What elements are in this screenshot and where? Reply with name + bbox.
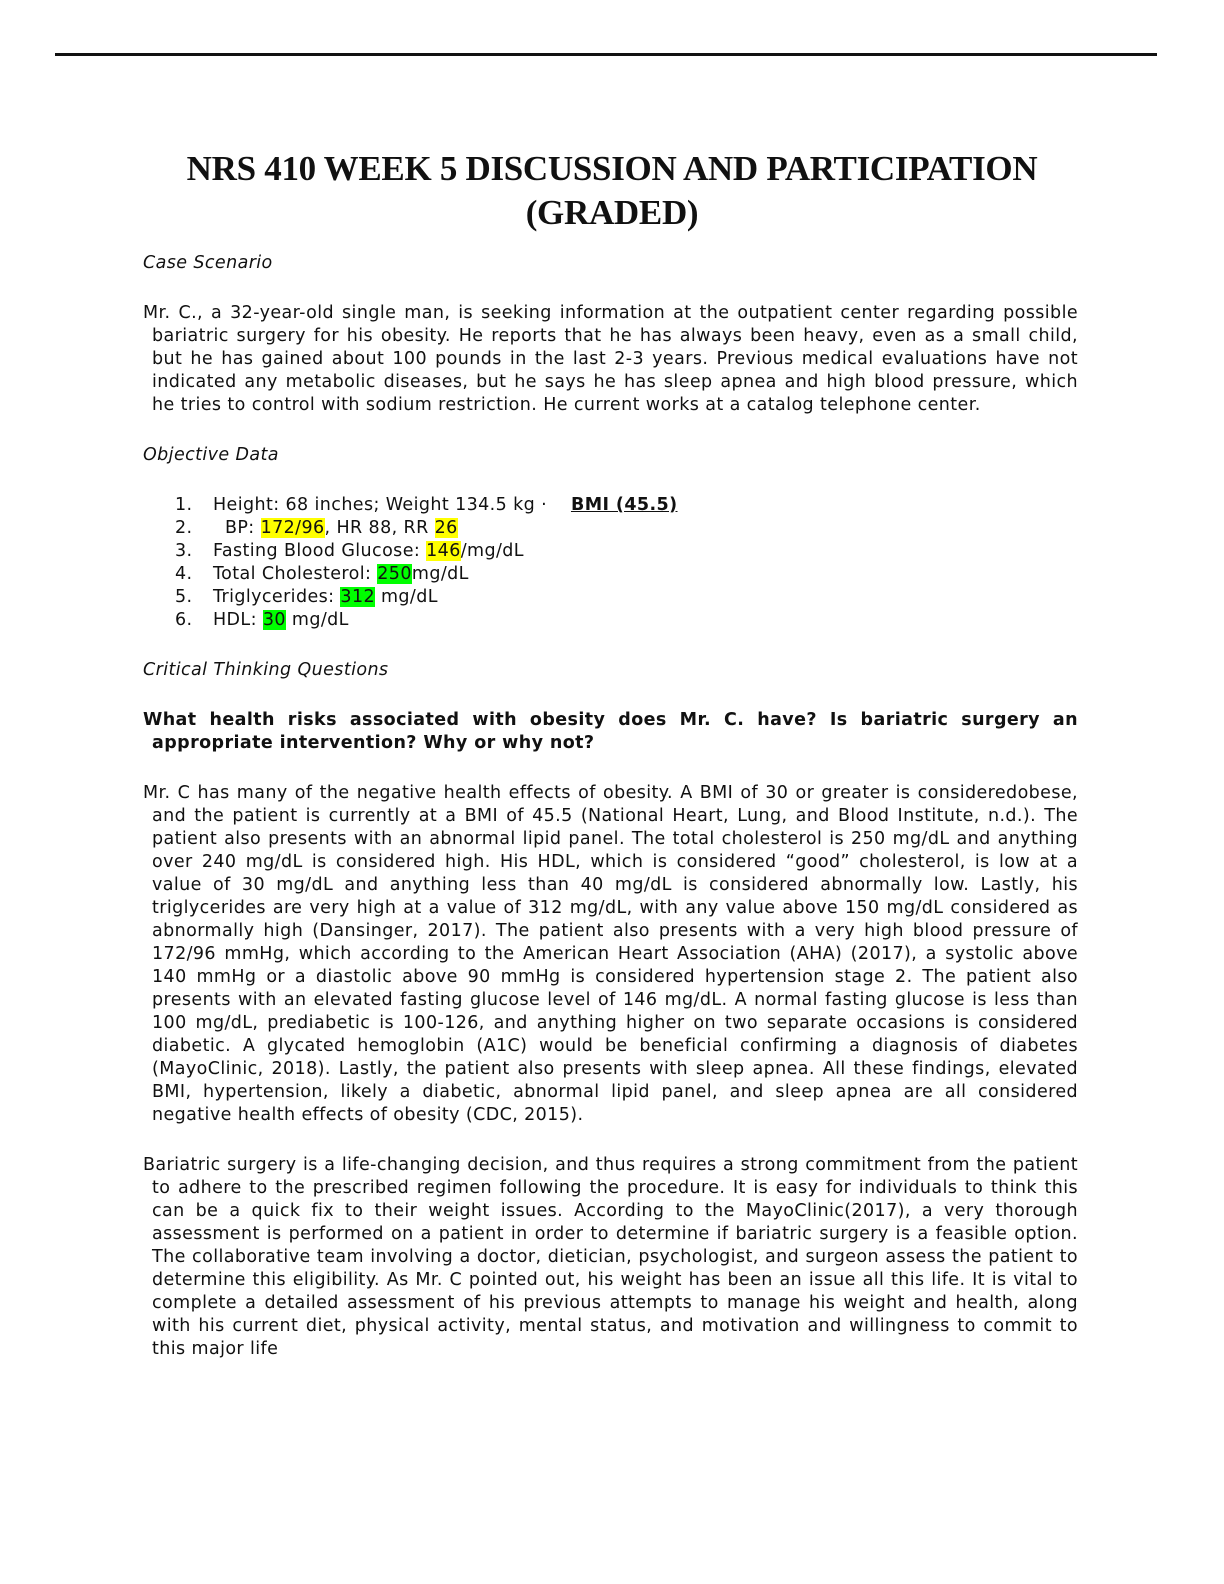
- list-item: 2. BP: 172/96, HR 88, RR 26: [175, 518, 458, 538]
- objective-data-label: Objective Data: [143, 445, 279, 465]
- answer-paragraph-1: Mr. C has many of the negative health effects of obesity. A BMI of 30 or greater is consideredobese, and the patient is currently at a BMI of 45.5 (National Heart, Lung, and Blood Institute, n.d.). The patient also presents with an abnormal lipid panel. The total cholesterol is 250 mg/dL and anything over 240 mg/dL is considered high. His HDL, which is considered “good” cholesterol, is low at a value of 30 mg/dL and anything less than 40 mg/dL is considered abnormally low. Lastly, his triglycerides are very high at a value of 312 mg/dL, with any value above 150 mg/dL considered as abnormally high (Dansinger, 2017). The patient also presents with a very high blood pressure of 172/96 mmHg, which according to the American Heart Association (AHA) (2017), a systolic above 140 mmHg or a diastolic above 90 mmHg is considered hypertension stage 2. The patient also presents with an elevated fasting glucose level of 146 mg/dL. A normal fasting glucose is less than 100 mg/dL, prediabetic is 100-126, and anything higher on two separate occasions is considered diabetic. A glycated hemoglobin (A1C) would be beneficial confirming a diagnosis of diabetes (MayoClinic, 2018). Lastly, the patient also presents with sleep apnea. All these findings, elevated BMI, hypertension, likely a diabetic, abnormal lipid panel, and sleep apnea are all considered negative health effects of obesity (CDC, 2015).: [143, 783, 1078, 1125]
- hdl-value: 30: [262, 610, 286, 630]
- answer-paragraph-2: Bariatric surgery is a life-changing decision, and thus requires a strong commitment from the patient to adhere to the prescribed regimen following the procedure. It is easy for individuals to think this can be a quick fix to their weight issues. According to the MayoClinic(2017), a very thorough assessment is performed on a patient in order to determine if bariatric surgery is a feasible option. The collaborative team involving a doctor, dietician, psychologist, and surgeon assess the patient to determine this eligibility. As Mr. C pointed out, his weight has been an issue all this life. It is vital to complete a detailed assessment of his previous attempts to manage his weight and health, along with his current diet, physical activity, mental status, and motivation and willingness to commit to this major life: [143, 1155, 1078, 1359]
- hr-text: , HR 88, RR: [324, 518, 435, 538]
- critical-thinking-label: Critical Thinking Questions: [143, 660, 389, 680]
- page-title: [100, 147, 1124, 235]
- list-item: 1. Height: 68 inches; Weight 134.5 kg · BMI (45.5): [175, 495, 678, 515]
- list-item: 5. Triglycerides: 312 mg/dL: [175, 587, 438, 607]
- bp-label: BP:: [224, 518, 261, 538]
- case-scenario-label: Case Scenario: [143, 253, 273, 273]
- cholesterol-value: 250: [377, 564, 412, 584]
- document-body: [143, 252, 1078, 1361]
- rr-value: 26: [434, 518, 458, 538]
- triglycerides-value: 312: [340, 587, 376, 607]
- title-line-1: NRS 410 WEEK 5 DISCUSSION AND PARTICIPATION: [186, 149, 1038, 188]
- bp-value: 172/96: [260, 518, 325, 538]
- top-rule: [55, 53, 1157, 56]
- title-line-2: (GRADED): [525, 193, 699, 232]
- list-item: 3. Fasting Blood Glucose: 146/mg/dL: [175, 541, 524, 561]
- objective-data-list: [143, 494, 1078, 632]
- glucose-value: 146: [426, 541, 461, 561]
- list-item: 4. Total Cholesterol: 250mg/dL: [175, 564, 469, 584]
- height-weight: Height: 68 inches; Weight 134.5 kg ·: [213, 495, 548, 515]
- list-item: 6. HDL: 30 mg/dL: [175, 610, 349, 630]
- case-scenario-text: Mr. C., a 32-year-old single man, is seeking information at the outpatient center regarding possible bariatric surgery for his obesity. He reports that he has always been heavy, even as a small child, but he has gained about 100 pounds in the last 2-3 years. Previous medical evaluations have not indicated any metabolic diseases, but he says he has sleep apnea and high blood pressure, which he tries to control with sodium restriction. He current works at a catalog telephone center.: [143, 303, 1078, 415]
- bmi-value: BMI (45.5): [570, 495, 678, 515]
- question-text: What health risks associated with obesity does Mr. C. have? Is bariatric surgery an appropriate intervention? Why or why not?: [143, 710, 1078, 753]
